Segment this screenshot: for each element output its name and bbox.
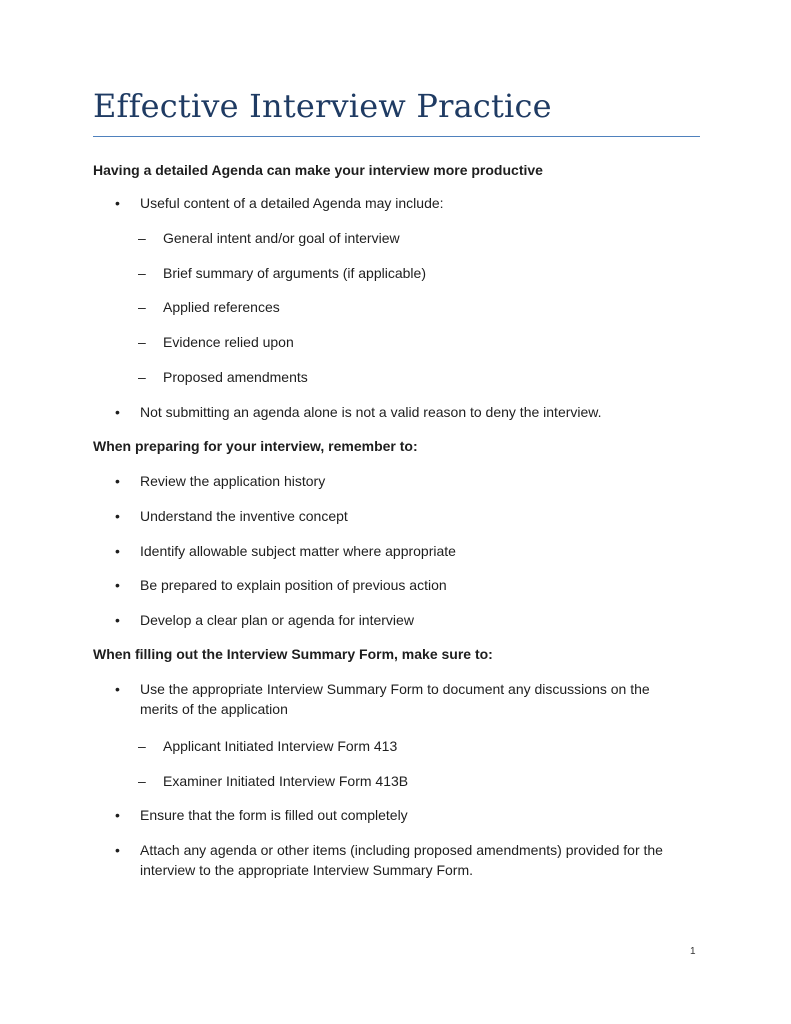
list-item [115, 575, 447, 595]
dash-marker: – [138, 334, 146, 350]
list-item-text: Be prepared to explain position of previous action [140, 577, 447, 593]
page-number: 1 [690, 946, 696, 957]
list-item-text: Use the appropriate Interview Summary Form to document any discussions on the merits of the application [140, 681, 650, 717]
list-item-text: General intent and/or goal of interview [163, 230, 400, 246]
bullet-marker: • [115, 842, 120, 858]
bullet-marker: • [115, 681, 120, 697]
list-item [138, 771, 409, 791]
list-item [138, 332, 294, 352]
list-item-text: Useful content of a detailed Agenda may include: [140, 195, 444, 211]
list-item [115, 679, 680, 719]
list-item-text: Develop a clear plan or agenda for interview [140, 612, 414, 628]
list-item-text: Attach any agenda or other items (including proposed amendments) provided for the interview to the appropriate Interview Summary Form. [140, 842, 663, 878]
list-item-text: Evidence relied upon [163, 334, 294, 350]
list-item-text: Identify allowable subject matter where appropriate [140, 543, 456, 559]
list-item [138, 736, 398, 756]
bullet-marker: • [115, 543, 120, 559]
list-item [115, 193, 444, 213]
title-divider [93, 136, 700, 137]
list-item-text: Brief summary of arguments (if applicable) [163, 265, 426, 281]
list-item [138, 263, 426, 283]
bullet-marker: • [115, 404, 120, 420]
dash-marker: – [138, 265, 146, 281]
bullet-marker: • [115, 612, 120, 628]
list-item [115, 541, 456, 561]
list-item-text: Examiner Initiated Interview Form 413B [163, 773, 409, 789]
section-heading-preparing: When preparing for your interview, remember to: [93, 438, 418, 454]
list-item [138, 297, 280, 317]
bullet-marker: • [115, 473, 120, 489]
dash-marker: – [138, 230, 146, 246]
list-item-text: Applicant Initiated Interview Form 413 [163, 738, 398, 754]
list-item [115, 506, 348, 526]
dash-marker: – [138, 369, 146, 385]
section-heading-agenda: Having a detailed Agenda can make your interview more productive [93, 162, 543, 178]
bullet-marker: • [115, 807, 120, 823]
list-item-text: Review the application history [140, 473, 326, 489]
list-item [115, 610, 414, 630]
list-item [115, 805, 408, 825]
list-item-text: Understand the inventive concept [140, 508, 348, 524]
bullet-marker: • [115, 577, 120, 593]
dash-marker: – [138, 299, 146, 315]
list-item-text: Ensure that the form is filled out completely [140, 807, 408, 823]
section-heading-summary-form: When filling out the Interview Summary Form, make sure to: [93, 646, 493, 662]
list-item-text: Not submitting an agenda alone is not a valid reason to deny the interview. [140, 404, 602, 420]
list-item-text: Proposed amendments [163, 369, 308, 385]
list-item-text: Applied references [163, 299, 280, 315]
list-item [138, 367, 308, 387]
list-item [115, 471, 326, 491]
dash-marker: – [138, 773, 146, 789]
list-item [115, 840, 700, 880]
bullet-marker: • [115, 508, 120, 524]
list-item [115, 402, 602, 422]
list-item [138, 228, 400, 248]
bullet-marker: • [115, 195, 120, 211]
page-title: Effective Interview Practice [93, 87, 552, 125]
dash-marker: – [138, 738, 146, 754]
